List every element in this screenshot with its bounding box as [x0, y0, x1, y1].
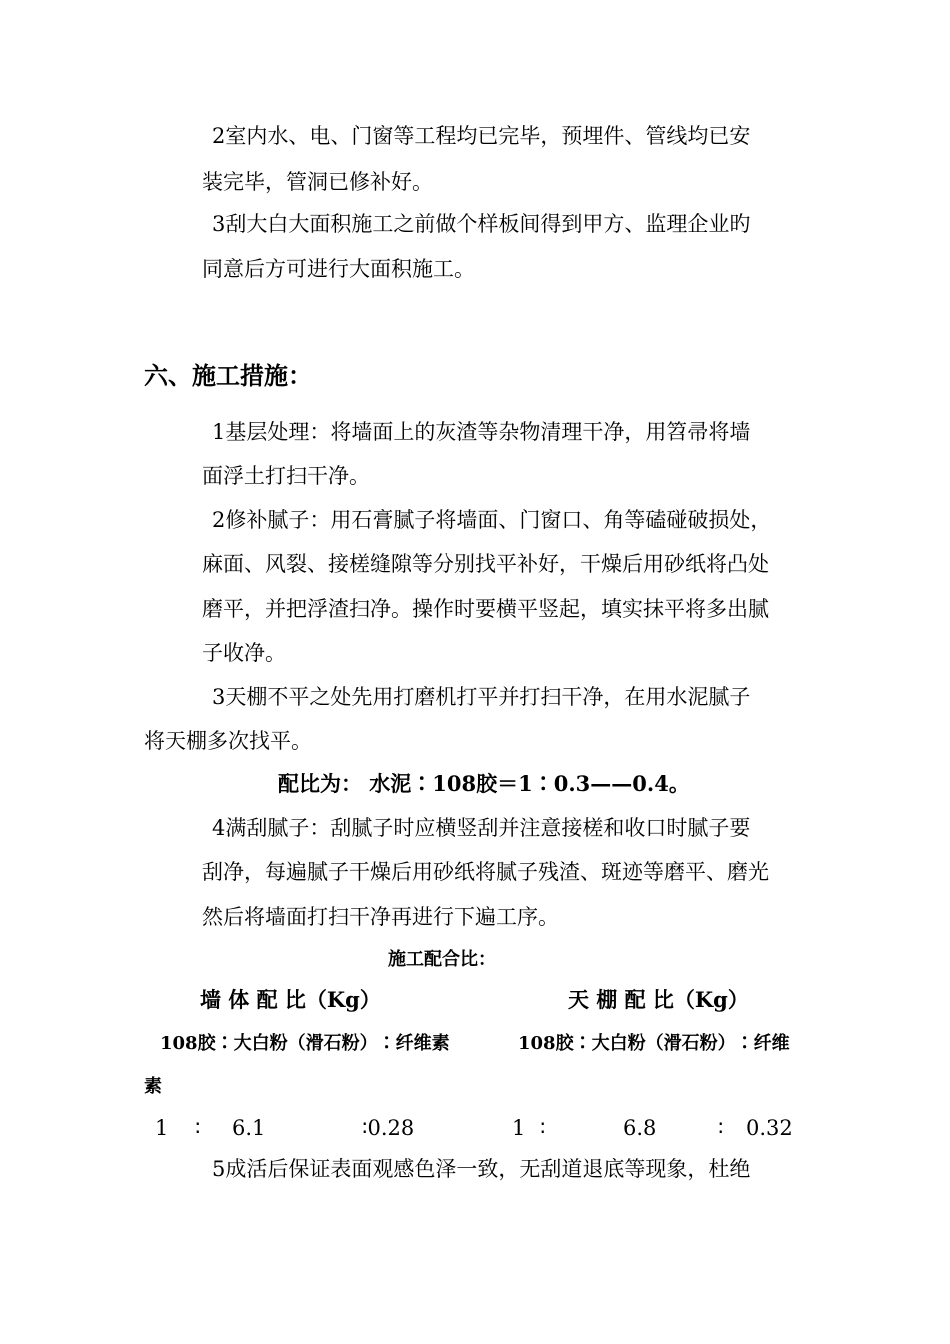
ceiling-ingredients-line-2: 素: [144, 1076, 162, 1097]
section-heading: 六、施工措施：: [144, 361, 312, 390]
wall-mix-header: 墙 体 配 比（Kg）: [200, 987, 381, 1012]
mix-table-title: 施工配合比：: [388, 949, 496, 970]
ratio-line: 配比为： 水泥∶108胶＝1∶0.3——0.4。: [278, 771, 690, 796]
ceiling-mix-header: 天 棚 配 比（Kg）: [568, 987, 749, 1012]
wall-value-sep-1: ∶: [195, 1116, 201, 1140]
measure-2-line-2: 麻面、风裂、接槎缝隙等分别找平补好，干燥后用砂纸将凸处: [202, 552, 769, 576]
wall-ingredients: 108胶∶大白粉（滑石粉）∶纤维素: [160, 1033, 450, 1054]
measure-3-line-2: 将天棚多次找平。: [144, 729, 312, 753]
wall-value-cellulose: ∶0.28: [362, 1116, 415, 1140]
ceiling-value-cellulose: 0.32: [746, 1116, 793, 1140]
measure-5-line-1: 5成活后保证表面观感色泽一致，无刮道退底等现象，杜绝: [212, 1157, 751, 1181]
ceiling-ingredients-line-1: 108胶∶大白粉（滑石粉）∶纤维: [518, 1033, 790, 1054]
ceiling-value-powder: 6.8: [623, 1116, 657, 1140]
wall-value-powder: 6.1: [232, 1116, 266, 1140]
paragraph-2-line-2: 装完毕，管洞已修补好。: [202, 170, 433, 194]
wall-value-glue: 1: [155, 1116, 169, 1140]
measure-1-line-2: 面浮土打扫干净。: [202, 464, 370, 488]
measure-3-line-1: 3天棚不平之处先用打磨机打平并打扫干净，在用水泥腻子: [212, 685, 751, 709]
ceiling-value-sep-2: ∶: [718, 1116, 724, 1140]
ceiling-value-glue: 1: [512, 1116, 526, 1140]
measure-4-line-3: 然后将墙面打扫干净再进行下遍工序。: [202, 905, 559, 929]
measure-2-line-3: 磨平，并把浮渣扫净。操作时要横平竖起，填实抹平将多出腻: [202, 597, 769, 621]
measure-4-line-2: 刮净，每遍腻子干燥后用砂纸将腻子残渣、斑迹等磨平、磨光: [202, 860, 769, 884]
paragraph-3-line-1: 3刮大白大面积施工之前做个样板间得到甲方、监理企业旳: [212, 212, 751, 236]
measure-2-line-4: 子收净。: [202, 641, 286, 665]
measure-2-line-1: 2修补腻子：用石膏腻子将墙面、门窗口、角等磕碰破损处，: [212, 508, 772, 532]
measure-1-line-1: 1基层处理：将墙面上的灰渣等杂物清理干净，用笤帚将墙: [212, 420, 751, 444]
measure-4-line-1: 4满刮腻子：刮腻子时应横竖刮并注意接槎和收口时腻子要: [212, 816, 751, 840]
paragraph-3-line-2: 同意后方可进行大面积施工。: [202, 257, 475, 281]
paragraph-2-line-1: 2室内水、电、门窗等工程均已完毕，预埋件、管线均已安: [212, 124, 751, 148]
ceiling-value-sep-1: ∶: [540, 1116, 546, 1140]
